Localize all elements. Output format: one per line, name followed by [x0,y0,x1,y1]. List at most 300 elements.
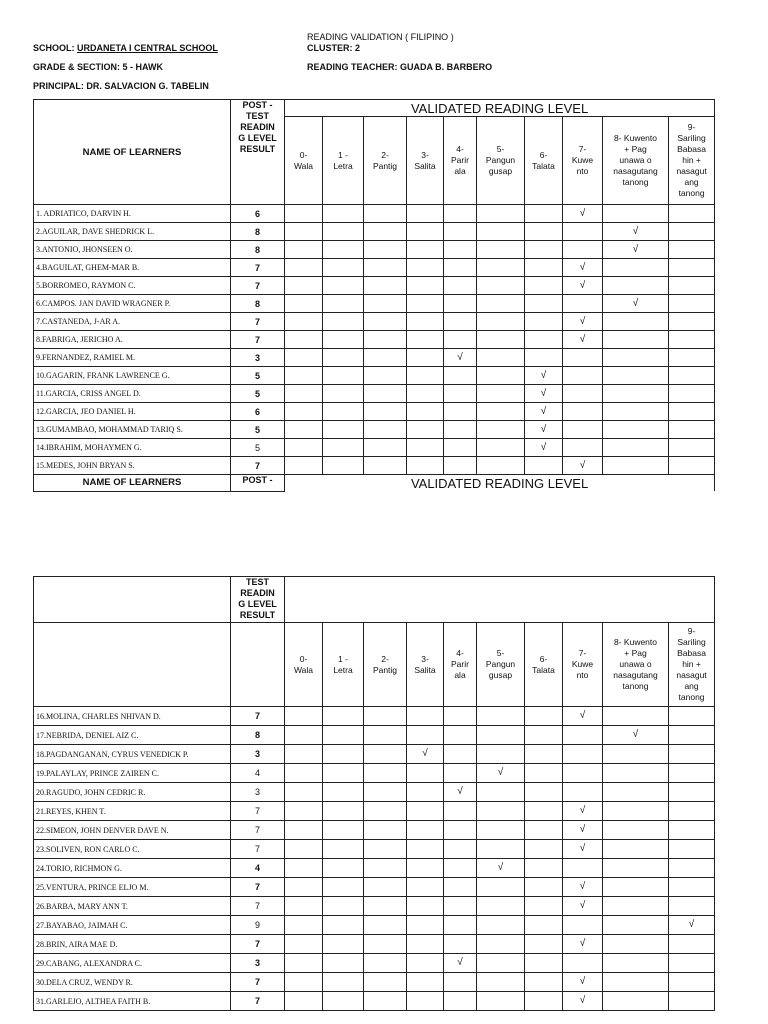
level-cell-7 [563,205,603,223]
level-cell-1 [323,840,364,859]
level-cell-4 [444,859,477,878]
level-cell-5 [477,277,525,295]
learner-row [34,840,715,859]
level-cell-7 [563,726,603,745]
level-cell-4 [444,403,477,421]
level-header-1: 1 - Letra [323,117,364,205]
level-cell-2 [364,802,407,821]
level-cell-7 [563,259,603,277]
learner-name: 7.CASTANEDA, J-AR A. [34,313,231,331]
level-cell-7 [563,821,603,840]
level-cell-7 [563,897,603,916]
level-cell-7 [563,973,603,992]
level-cell-2 [364,707,407,726]
level-cell-5 [477,726,525,745]
learner-row [34,726,715,745]
level-cell-9 [669,707,715,726]
level-cell-4 [444,878,477,897]
level-header-4: 4- Parir ala [444,623,477,707]
level-cell-7 [563,878,603,897]
level-cell-5 [477,439,525,457]
level-cell-0 [285,802,323,821]
level-cell-7 [563,992,603,1011]
level-cell-0 [285,331,323,349]
name-of-learners-header: NAME OF LEARNERS [34,100,231,205]
check-mark-icon: √ [579,938,586,949]
post-test-header: POST - TEST READIN G LEVEL RESULT [231,100,285,205]
level-cell-7 [563,859,603,878]
level-cell-3 [407,349,444,367]
check-mark-icon: √ [579,333,586,345]
level-cell-8 [603,973,669,992]
post-test-score: 8 [231,241,285,259]
post-test-score: 7 [231,935,285,954]
level-cell-6 [525,259,563,277]
name-of-learners-blank-header [34,577,231,623]
level-cell-1 [323,935,364,954]
level-cell-0 [285,916,323,935]
level-cell-4 [444,313,477,331]
learner-name: 26.BARBA, MARY ANN T. [34,897,231,916]
level-cell-7 [563,954,603,973]
post-test-score: 3 [231,745,285,764]
level-cell-1 [323,916,364,935]
learner-name: 13.GUMAMBAO, MOHAMMAD TARIQ S. [34,421,231,439]
level-cell-8 [603,385,669,403]
learner-row [34,954,715,973]
level-cell-8 [603,205,669,223]
post-test-score: 7 [231,707,285,726]
level-cell-8 [603,821,669,840]
level-cell-3 [407,313,444,331]
post-test-score: 7 [231,259,285,277]
level-cell-1 [323,764,364,783]
post-test-score: 3 [231,349,285,367]
check-mark-icon: √ [540,423,547,435]
level-cell-3 [407,783,444,802]
level-cell-3 [407,859,444,878]
level-cell-5 [477,313,525,331]
level-cell-0 [285,859,323,878]
level-cell-7 [563,421,603,439]
learner-name: 29.CABANG, ALEXANDRA C. [34,954,231,973]
level-cell-6 [525,783,563,802]
level-cell-2 [364,349,407,367]
name-column-spacer [34,623,231,707]
level-cell-1 [323,783,364,802]
level-cell-4 [444,916,477,935]
learner-row [34,992,715,1011]
level-cell-6 [525,745,563,764]
level-cell-1 [323,992,364,1011]
level-cell-2 [364,764,407,783]
level-cell-4 [444,349,477,367]
level-cell-3 [407,331,444,349]
level-cell-4 [444,241,477,259]
check-mark-icon: √ [632,297,639,309]
level-cell-8 [603,277,669,295]
level-cell-4 [444,421,477,439]
level-cell-4 [444,802,477,821]
level-cell-6 [525,878,563,897]
level-cell-7 [563,277,603,295]
check-mark-icon: √ [579,995,586,1006]
level-cell-8 [603,349,669,367]
level-cell-6 [525,707,563,726]
level-cell-8 [603,707,669,726]
level-cell-1 [323,205,364,223]
level-cell-3 [407,241,444,259]
level-cell-1 [323,821,364,840]
level-cell-4 [444,707,477,726]
level-cell-2 [364,295,407,313]
level-cell-2 [364,259,407,277]
post-test-header-cont: TEST READIN G LEVEL RESULT [231,577,285,623]
name-of-learners-footer: NAME OF LEARNERS [34,475,231,492]
level-header-3: 3- Salita [407,117,444,205]
level-cell-9 [669,421,715,439]
post-test-score: 6 [231,205,285,223]
post-test-score: 8 [231,295,285,313]
level-cell-5 [477,992,525,1011]
post-test-score: 5 [231,367,285,385]
level-cell-8 [603,992,669,1011]
level-cell-8 [603,840,669,859]
level-cell-8 [603,313,669,331]
level-cell-9 [669,205,715,223]
level-cell-7 [563,367,603,385]
reading-table-1 [33,99,714,492]
level-cell-0 [285,935,323,954]
level-cell-5 [477,954,525,973]
level-cell-1 [323,385,364,403]
level-cell-1 [323,954,364,973]
validated-reading-level-header: VALIDATED READING LEVEL [285,100,715,117]
level-cell-6 [525,205,563,223]
post-test-score: 3 [231,783,285,802]
level-cell-0 [285,783,323,802]
level-cell-1 [323,802,364,821]
level-cell-1 [323,726,364,745]
level-cell-0 [285,992,323,1011]
level-cell-8 [603,421,669,439]
learner-name: 24.TORIO, RICHMON G. [34,859,231,878]
level-cell-1 [323,973,364,992]
learner-row [34,331,715,349]
level-cell-5 [477,295,525,313]
post-test-score: 6 [231,403,285,421]
level-cell-0 [285,313,323,331]
level-cell-2 [364,840,407,859]
level-cell-3 [407,897,444,916]
level-cell-1 [323,241,364,259]
level-cell-9 [669,313,715,331]
learner-row [34,707,715,726]
level-cell-4 [444,897,477,916]
level-cell-0 [285,277,323,295]
level-cell-3 [407,802,444,821]
level-cell-8 [603,295,669,313]
level-cell-7 [563,439,603,457]
post-test-score: 4 [231,764,285,783]
check-mark-icon: √ [579,976,586,987]
level-cell-8 [603,897,669,916]
check-mark-icon: √ [497,862,504,873]
learner-name: 27.BAYABAO, JAIMAH C. [34,916,231,935]
level-cell-3 [407,707,444,726]
level-cell-5 [477,783,525,802]
level-cell-5 [477,385,525,403]
level-cell-6 [525,457,563,475]
level-cell-3 [407,935,444,954]
level-cell-9 [669,783,715,802]
level-cell-9 [669,331,715,349]
level-cell-5 [477,349,525,367]
level-cell-7 [563,349,603,367]
level-cell-6 [525,277,563,295]
level-cell-5 [477,897,525,916]
validated-reading-level-footer: VALIDATED READING LEVEL [285,475,715,492]
level-cell-0 [285,205,323,223]
level-cell-3 [407,745,444,764]
level-header-1: 1 - Letra [323,623,364,707]
post-test-score: 7 [231,457,285,475]
level-cell-2 [364,745,407,764]
level-cell-5 [477,878,525,897]
level-cell-4 [444,840,477,859]
level-cell-1 [323,277,364,295]
learner-name: 19.PALAYLAY, PRINCE ZAIREN C. [34,764,231,783]
learner-row [34,367,715,385]
level-cell-3 [407,385,444,403]
level-cell-2 [364,421,407,439]
check-mark-icon: √ [579,279,586,291]
learner-name: 16.MOLINA, CHARLES NHIVAN D. [34,707,231,726]
post-test-score: 8 [231,223,285,241]
level-cell-3 [407,764,444,783]
level-cell-3 [407,457,444,475]
level-cell-5 [477,935,525,954]
level-cell-1 [323,331,364,349]
level-cell-1 [323,859,364,878]
level-cell-5 [477,916,525,935]
level-cell-5 [477,764,525,783]
level-cell-6 [525,726,563,745]
learner-name: 11.GARCIA, CRISS ANGEL D. [34,385,231,403]
level-cell-0 [285,764,323,783]
level-cell-6 [525,241,563,259]
learner-row [34,385,715,403]
level-cell-4 [444,385,477,403]
level-cell-2 [364,954,407,973]
level-header-6: 6- Talata [525,623,563,707]
learner-name: 6.CAMPOS. JAN DAVID WRAGNER P. [34,295,231,313]
level-cell-5 [477,859,525,878]
level-cell-1 [323,439,364,457]
level-cell-6 [525,954,563,973]
level-cell-9 [669,802,715,821]
post-test-score: 7 [231,277,285,295]
level-cell-9 [669,916,715,935]
level-header-6: 6- Talata [525,117,563,205]
level-cell-9 [669,821,715,840]
level-cell-1 [323,259,364,277]
level-cell-0 [285,295,323,313]
level-cell-6 [525,764,563,783]
level-cell-1 [323,897,364,916]
post-test-score: 7 [231,973,285,992]
level-cell-7 [563,707,603,726]
check-mark-icon: √ [540,387,547,399]
check-mark-icon: √ [457,351,463,363]
level-header-0: 0- Wala [285,117,323,205]
level-cell-8 [603,802,669,821]
learner-row [34,295,715,313]
level-cell-2 [364,439,407,457]
level-cell-6 [525,313,563,331]
level-cell-0 [285,897,323,916]
learner-row [34,783,715,802]
level-cell-7 [563,403,603,421]
level-cell-0 [285,457,323,475]
level-cell-5 [477,707,525,726]
level-cell-4 [444,205,477,223]
level-cell-2 [364,783,407,802]
level-cell-2 [364,821,407,840]
level-cell-4 [444,367,477,385]
learner-row [34,935,715,954]
level-cell-2 [364,223,407,241]
level-cell-7 [563,935,603,954]
level-cell-2 [364,385,407,403]
learner-row [34,916,715,935]
level-cell-6 [525,385,563,403]
level-cell-1 [323,707,364,726]
learner-row [34,205,715,223]
level-cell-1 [323,421,364,439]
level-cell-8 [603,331,669,349]
level-cell-9 [669,385,715,403]
level-cell-2 [364,313,407,331]
level-cell-9 [669,223,715,241]
level-cell-3 [407,421,444,439]
level-cell-0 [285,403,323,421]
level-cell-9 [669,954,715,973]
level-cell-8 [603,859,669,878]
learner-name: 8.FABRIGA, JERICHO A. [34,331,231,349]
level-cell-8 [603,241,669,259]
level-cell-6 [525,331,563,349]
level-cell-1 [323,313,364,331]
learner-name: 18.PAGDANGANAN, CYRUS VENEDICK P. [34,745,231,764]
level-cell-5 [477,403,525,421]
level-cell-8 [603,783,669,802]
level-cell-9 [669,840,715,859]
learner-name: 25.VENTURA, PRINCE ELJO M. [34,878,231,897]
reading-table-2 [33,576,714,1011]
learner-row [34,973,715,992]
level-cell-0 [285,421,323,439]
learner-row [34,403,715,421]
post-test-score: 5 [231,421,285,439]
level-cell-5 [477,821,525,840]
post-test-score: 9 [231,916,285,935]
level-cell-9 [669,973,715,992]
level-header-2: 2- Pantig [364,117,407,205]
level-cell-8 [603,935,669,954]
level-cell-1 [323,403,364,421]
post-test-score: 7 [231,878,285,897]
level-header-2: 2- Pantig [364,623,407,707]
check-mark-icon: √ [688,919,695,930]
level-cell-4 [444,783,477,802]
level-cell-3 [407,840,444,859]
post-test-score: 7 [231,821,285,840]
level-cell-7 [563,802,603,821]
level-cell-0 [285,821,323,840]
learner-name: 9.FERNANDEZ, RAMIEL M. [34,349,231,367]
level-cell-5 [477,840,525,859]
level-cell-5 [477,223,525,241]
level-cell-6 [525,439,563,457]
level-cell-4 [444,457,477,475]
level-cell-3 [407,403,444,421]
learner-name: 28.BRIN, AIRA MAE D. [34,935,231,954]
level-cell-4 [444,973,477,992]
level-cell-4 [444,223,477,241]
level-cell-8 [603,439,669,457]
check-mark-icon: √ [579,207,586,219]
level-cell-5 [477,259,525,277]
check-mark-icon: √ [422,748,428,759]
learner-name: 5.BORROMEO, RAYMON C. [34,277,231,295]
level-cell-0 [285,349,323,367]
level-cell-9 [669,403,715,421]
level-cell-4 [444,935,477,954]
level-cell-6 [525,935,563,954]
learner-name: 20.RAGUDO, JOHN CEDRIC R. [34,783,231,802]
level-cell-4 [444,992,477,1011]
learner-row [34,802,715,821]
level-cell-0 [285,707,323,726]
level-cell-3 [407,223,444,241]
level-header-0: 0- Wala [285,623,323,707]
level-cell-2 [364,403,407,421]
level-cell-9 [669,349,715,367]
check-mark-icon: √ [579,459,586,471]
level-cell-9 [669,745,715,764]
level-cell-4 [444,259,477,277]
level-cell-6 [525,367,563,385]
level-header-7: 7- Kuwe nto [563,623,603,707]
level-cell-7 [563,745,603,764]
level-header-8: 8- Kuwento + Pag unawa o nasagutang tanong [603,623,669,707]
level-cell-5 [477,802,525,821]
learner-row [34,223,715,241]
check-mark-icon: √ [632,225,639,237]
level-cell-2 [364,277,407,295]
level-cell-9 [669,457,715,475]
post-test-score: 7 [231,992,285,1011]
learner-row [34,259,715,277]
level-cell-9 [669,439,715,457]
post-test-score: 7 [231,331,285,349]
learner-name: 22.SIMEON, JOHN DENVER DAVE N. [34,821,231,840]
level-cell-7 [563,764,603,783]
learner-name: 23.SOLIVEN, RON CARLO C. [34,840,231,859]
level-cell-0 [285,385,323,403]
post-test-score: 7 [231,840,285,859]
